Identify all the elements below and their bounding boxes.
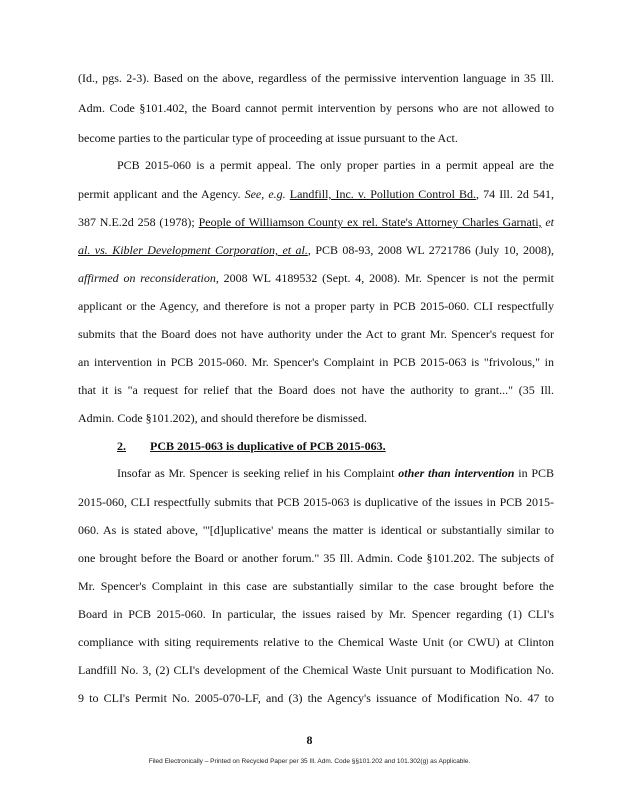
case-citation: Landfill, Inc. v. Pollution Control Bd. — [289, 187, 477, 201]
page-number: 8 — [306, 733, 313, 747]
text-segment: Insofar as Mr. Spencer is seeking relief in his Complaint — [117, 466, 395, 480]
section-heading — [117, 438, 386, 454]
text-line — [78, 214, 554, 230]
text-line — [78, 186, 554, 202]
text-line: become parties to the particular type of proceeding at issue pursuant to the Act. — [78, 131, 458, 145]
text-line: Landfill No. 3, (2) CLI's development of the Chemical Waste Unit pursuant to Modification No. — [78, 663, 554, 677]
text-segment: , PCB 08-93, 2008 WL 2721786 (July 10, 2008), — [307, 243, 554, 257]
page-footer: Filed Electronically – Printed on Recycled Paper per 35 Ill. Adm. Code §§101.202 and 101.302(g) as Applicable. — [148, 758, 471, 765]
text-segment: in PCB — [518, 466, 555, 480]
text-line: submits that the Board does not have authority under the Act to grant Mr. Spencer's request for — [78, 327, 554, 341]
text-line — [78, 242, 554, 258]
text-line: Adm. Code §101.402, the Board cannot permit intervention by persons who are not allowed to — [78, 101, 554, 115]
signal-citation: See, e.g. — [244, 187, 286, 201]
text-line: Admin. Code §101.202), and should therefore be dismissed. — [78, 411, 367, 425]
text-segment: , 74 Ill. 2d 541, — [476, 187, 555, 201]
section-number: 2. — [117, 439, 126, 453]
text-line: 2015-060, CLI respectfully submits that PCB 2015-063 is duplicative of the issues in PCB 2015- — [78, 495, 554, 509]
text-line: that it is "a request for relief that the Board does not have the authority to grant..." (35 Ill. — [78, 383, 554, 397]
text-segment: 387 N.E.2d 258 (1978); — [78, 215, 195, 229]
text-segment: permit applicant and the Agency. — [78, 187, 241, 201]
text-line: PCB 2015-060 is a permit appeal. The only proper parties in a permit appeal are the — [117, 158, 554, 172]
text-line — [117, 465, 554, 481]
text-segment: , 2008 WL 4189532 (Sept. 4, 2008). Mr. Spencer is not the permit — [215, 271, 554, 285]
text-line: applicant or the Agency, and therefore is not a proper party in PCB 2015-060. CLI respectfully — [78, 299, 554, 313]
text-line: (Id., pgs. 2-3). Based on the above, regardless of the permissive intervention language in 35 Ill. — [78, 71, 554, 85]
text-line: an intervention in PCB 2015-060. Mr. Spencer's Complaint in PCB 2015-063 is "frivolous," in — [78, 355, 554, 369]
section-title: PCB 2015-063 is duplicative of PCB 2015-063. — [150, 439, 386, 453]
emphasis-text: other than intervention — [398, 466, 515, 480]
case-citation: et — [545, 215, 555, 229]
text-line — [78, 270, 554, 286]
case-citation: al. vs. Kibler Development Corporation, et al. — [78, 243, 308, 257]
case-citation: People of Williamson County ex rel. State's Attorney Charles Garnati, — [198, 215, 542, 229]
signal-citation: affirmed on reconsideration — [78, 271, 216, 285]
text-line: Board in PCB 2015-060. In particular, the issues raised by Mr. Spencer regarding (1) CLI's — [78, 607, 554, 621]
text-line: 9 to CLI's Permit No. 2005-070-LF, and (3) the Agency's issuance of Modification No. 47 to — [78, 691, 554, 705]
text-line: Mr. Spencer's Complaint in this case are substantially similar to the case brought before the — [78, 579, 554, 593]
text-line: 060. As is stated above, "'[d]uplicative' means the matter is identical or substantially similar to — [78, 523, 554, 537]
text-line: one brought before the Board or another forum." 35 Ill. Admin. Code §101.202. The subjects of — [78, 551, 554, 565]
text-line: compliance with siting requirements relative to the Chemical Waste Unit (or CWU) at Clinton — [78, 635, 554, 649]
